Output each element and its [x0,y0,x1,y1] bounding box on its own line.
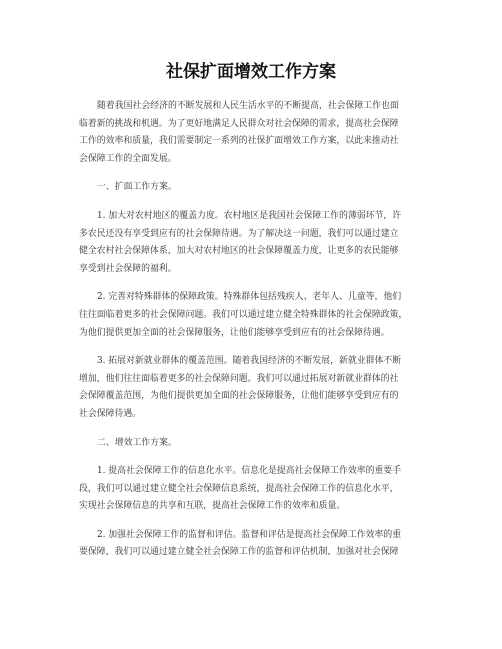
text-line: 临着新的挑战和机遇。为了更好地满足人民群众对社会保障的需求，提高社会保障 [79,118,399,129]
paragraph-expansion-1 [61,208,443,278]
paragraph-expansion-3 [61,353,443,423]
text-line: 健全农村社会保障体系，加大对农村地区的社会保障覆盖力度，让更多的农民能够 [79,246,399,257]
section-heading-efficiency [61,435,443,453]
text-line: 增加，他们往往面临着更多的社会保障问题。我们可以通过拓展对新就业群体的社 [79,373,399,384]
text-line: 享受到社会保障的福利。 [79,263,177,274]
text-line: 1. 提高社会保障工作的信息化水平。信息化是提高社会保障工作效率的重要手 [97,466,402,477]
text-line: 会保障覆盖范围，为他们提供更加全面的社会保障服务，让他们能够享受到应有的 [79,391,399,402]
text-line: 一、扩面工作方案。 [97,182,177,193]
text-line: 要保障，我们可以通过建立健全社会保障工作的监督和评估机制，加强对社会保障 [79,547,399,558]
text-line: 3. 拓展对新就业群体的覆盖范围。随着我国经济的不断发展，新就业群体不断 [97,356,402,367]
paragraph-efficiency-1 [61,463,443,516]
text-line: 实现社会保障信息的共享和互联，提高社会保障工作的效率和质量。 [79,501,346,512]
text-line: 往往面临着更多的社会保障问题。我们可以通过建立健全特殊群体的社会保障政策， [79,309,408,320]
document-title: 社保扩面增效工作方案 [166,62,336,82]
paragraph-efficiency-2 [61,527,443,562]
text-line: 工作的效率和质量，我们需要制定一系列的社保扩面增效工作方案，以此来推动社 [79,136,399,147]
text-line: 多农民还没有享受到应有的社会保障待遇。为了解决这一问题，我们可以通过建立 [79,228,399,239]
text-line: 2. 完善对特殊群体的保障政策。特殊群体包括残疾人、老年人、儿童等，他们 [97,292,402,303]
paragraph-intro [61,98,443,168]
text-line: 社会保障待遇。 [79,408,142,419]
text-line: 2. 加强社会保障工作的监督和评估。监督和评估是提高社会保障工作效率的重 [97,529,402,540]
text-line: 段，我们可以通过建立健全社会保障信息系统，提高社会保障工作的信息化水平， [79,483,399,494]
text-line: 为他们提供更加全面的社会保障服务，让他们能够享受到应有的社会保障待遇。 [79,327,390,338]
text-line: 1. 加大对农村地区的覆盖力度。农村地区是我国社会保障工作的薄弱环节，许 [97,210,402,221]
document-body [61,98,443,573]
paragraph-expansion-2 [61,289,443,342]
text-line: 会保障工作的全面发展。 [79,153,177,164]
section-heading-expansion [61,179,443,197]
text-line: 二、增效工作方案。 [97,437,177,448]
text-line: 随着我国社会经济的不断发展和人民生活水平的不断提高，社会保障工作也面 [97,101,399,111]
